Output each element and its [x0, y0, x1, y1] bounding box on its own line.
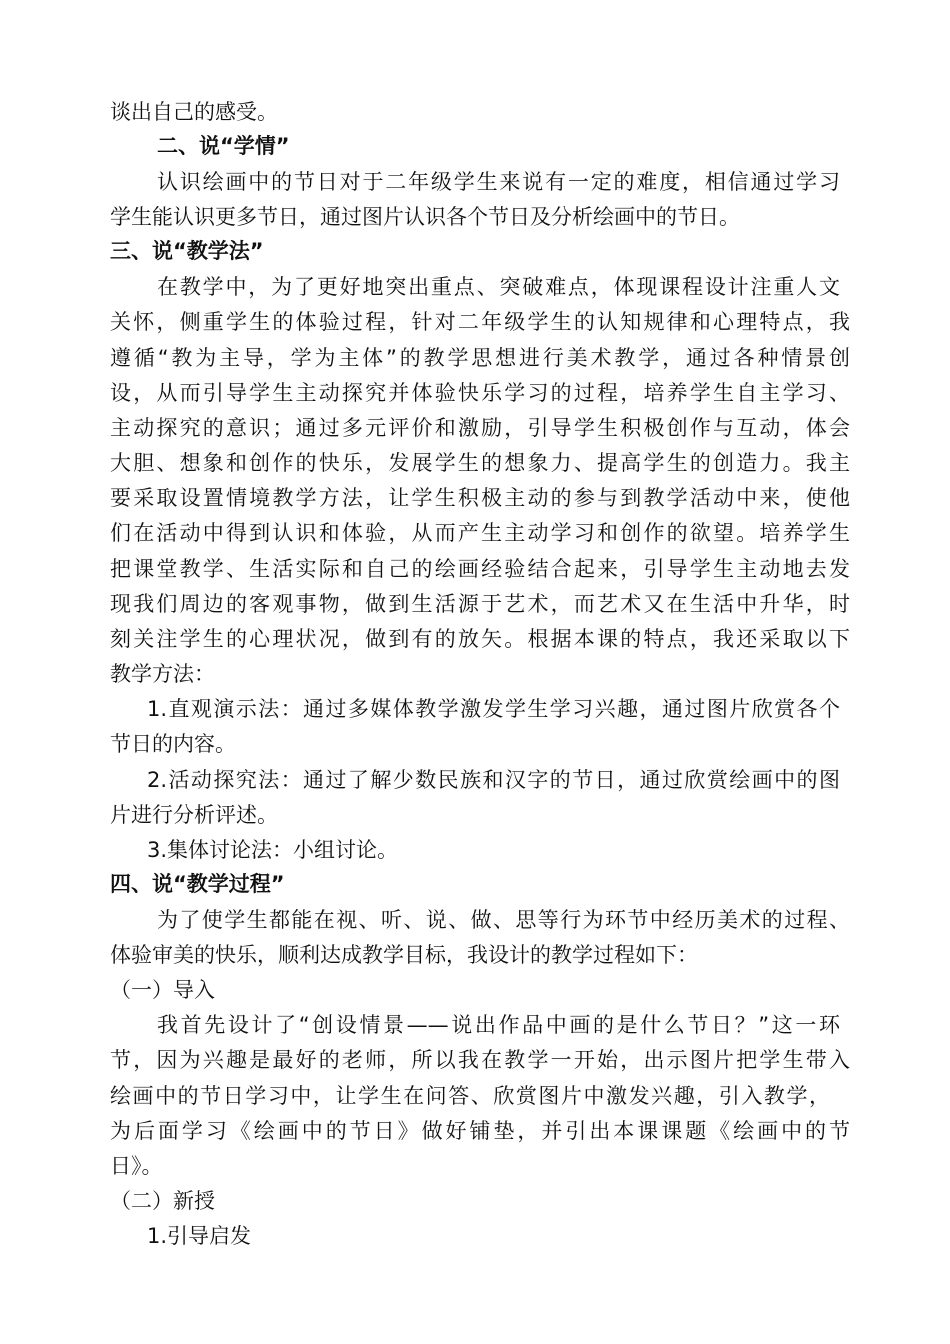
- list-item: 2.活动探究法：通过了解少数民族和汉字的节日，通过欣赏绘画中的图: [147, 768, 840, 792]
- list-item: 3.集体讨论法：小组讨论。: [147, 838, 399, 862]
- text-line: 学生能认识更多节日，通过图片认识各个节日及分析绘画中的节日。: [110, 205, 740, 229]
- text-line: 在教学中，为了更好地突出重点、突破难点，体现课程设计注重人文: [157, 275, 840, 299]
- list-item: 1.引导启发: [147, 1224, 252, 1248]
- subsection-heading: （一）导入: [110, 978, 215, 1002]
- text-line: 主动探究的意识；通过多元评价和激励，引导学生积极创作与互动，体会: [110, 416, 850, 440]
- text-line: 遵循“教为主导，学为主体”的教学思想进行美术教学，通过各种情景创: [110, 346, 850, 370]
- text-line: 们在活动中得到认识和体验，从而产生主动学习和创作的欲望。培养学生: [110, 521, 850, 545]
- text-line: 关怀，侧重学生的体验过程，针对二年级学生的认知规律和心理特点，我: [110, 310, 850, 334]
- text-line: 教学方法：: [110, 662, 215, 686]
- text-line: 谈出自己的感受。: [110, 100, 278, 124]
- text-line: 把课堂教学、生活实际和自己的绘画经验结合起来，引导学生主动地去发: [110, 557, 850, 581]
- text-line: 体验审美的快乐，顺利达成教学目标，我设计的教学过程如下：: [110, 943, 698, 967]
- text-line: 为后面学习《绘画中的节日》做好铺垫，并引出本课课题《绘画中的节: [110, 1119, 850, 1143]
- text-line: 认识绘画中的节日对于二年级学生来说有一定的难度，相信通过学习: [157, 170, 840, 194]
- text-line: 大胆、想象和创作的快乐，发展学生的想象力、提高学生的创造力。我主: [110, 451, 850, 475]
- text-line: 要采取设置情境教学方法，让学生积极主动的参与到教学活动中来，使他: [110, 486, 850, 510]
- text-line: 绘画中的节日学习中，让学生在问答、欣赏图片中激发兴趣，引入教学，: [110, 1084, 830, 1108]
- text-line: 我首先设计了“创设情景——说出作品中画的是什么节日？”这一环: [157, 1013, 840, 1037]
- section-heading: 四、说“教学过程”: [110, 872, 285, 896]
- text-line: 刻关注学生的心理状况，做到有的放矢。根据本课的特点，我还采取以下: [110, 627, 850, 651]
- section-heading: 三、说“教学法”: [110, 239, 264, 263]
- text-line: 节日的内容。: [110, 732, 236, 756]
- text-line: 为了使学生都能在视、听、说、做、思等行为环节中经历美术的过程、: [157, 908, 850, 932]
- text-line: 日》。: [110, 1154, 163, 1178]
- text-line: 现我们周边的客观事物，做到生活源于艺术，而艺术又在生活中升华，时: [110, 592, 850, 616]
- section-heading: 二、说“学情”: [157, 134, 290, 158]
- text-line: 片进行分析评述。: [110, 803, 278, 827]
- text-line: 设，从而引导学生主动探究并体验快乐学习的过程，培养学生自主学习、: [110, 381, 850, 405]
- subsection-heading: （二）新授: [110, 1189, 215, 1213]
- text-line: 节，因为兴趣是最好的老师，所以我在教学一开始，出示图片把学生带入: [110, 1048, 850, 1072]
- list-item: 1.直观演示法：通过多媒体教学激发学生学习兴趣，通过图片欣赏各个: [147, 697, 840, 721]
